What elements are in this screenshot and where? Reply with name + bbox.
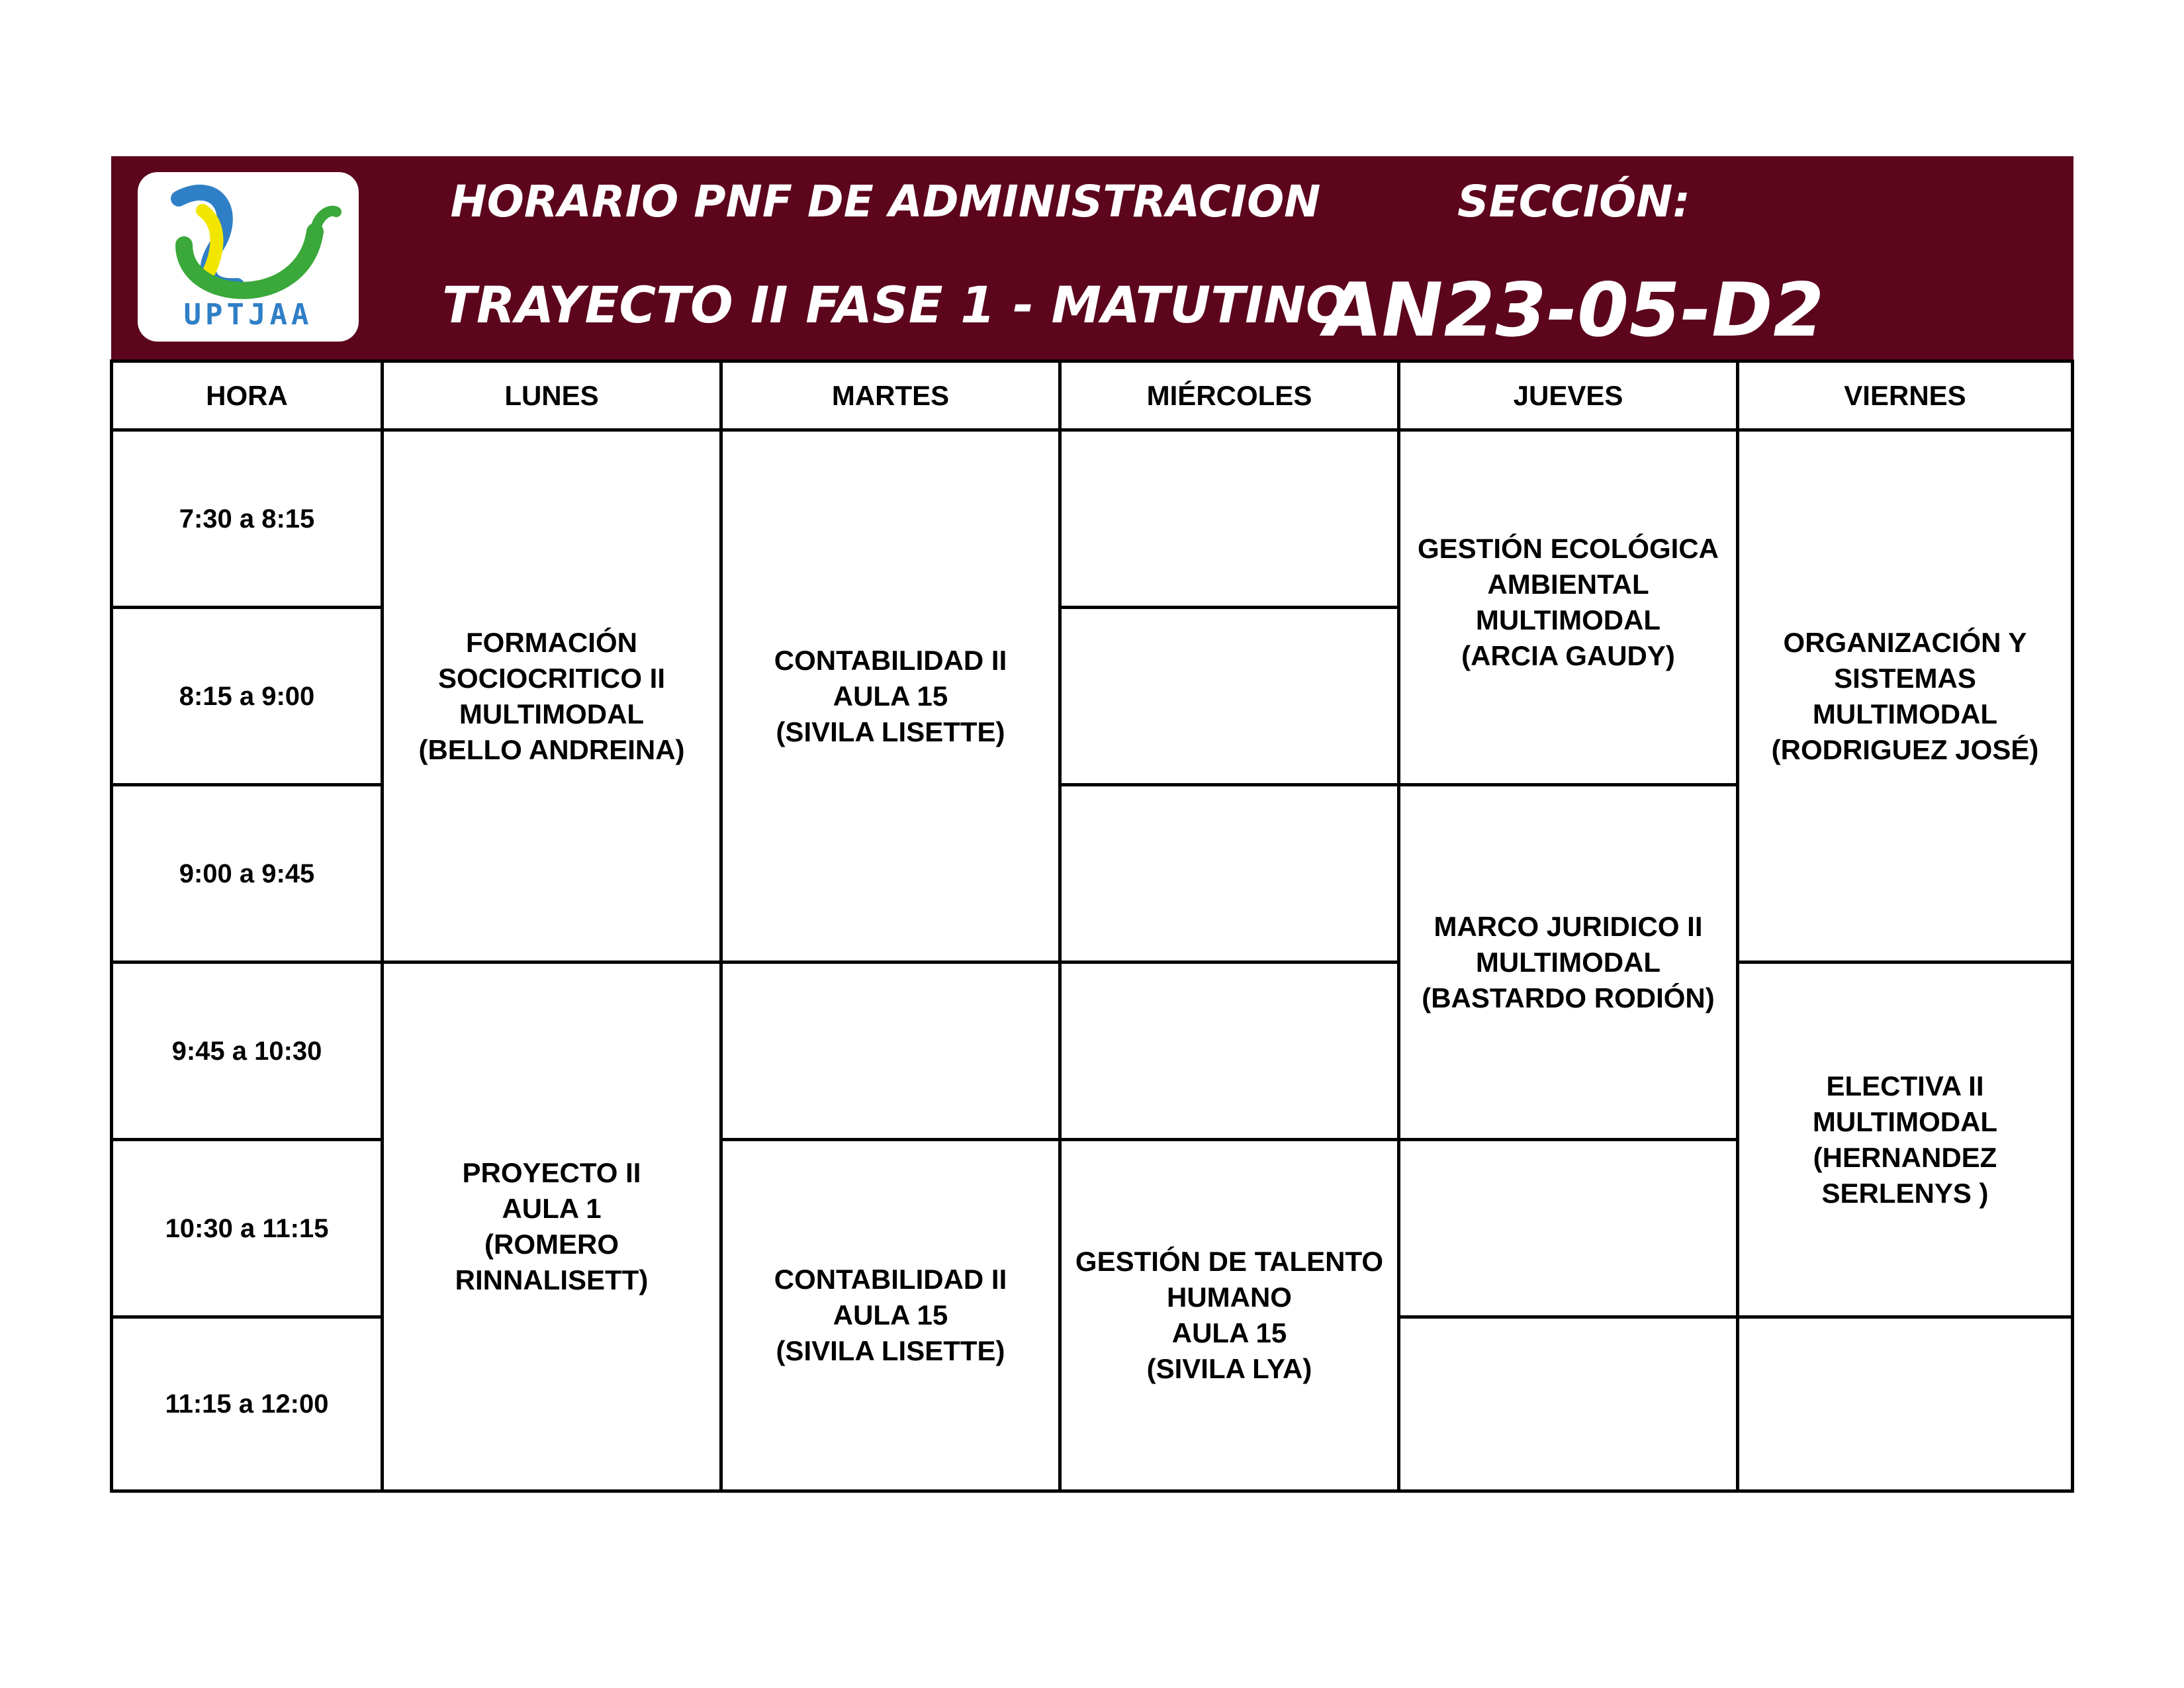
class-line: GESTIÓN ECOLÓGICA (1417, 533, 1719, 564)
column-header-viernes: VIERNES (1739, 363, 2071, 432)
empty-slot (1062, 609, 1400, 786)
schedule-table (110, 359, 2074, 1493)
class-line: PROYECTO II (462, 1157, 641, 1188)
class-block-martes-2 (723, 1141, 1062, 1489)
class-block-jueves-2 (1400, 786, 1739, 1141)
class-line: MULTIMODAL (1475, 946, 1661, 978)
schedule-subtitle: TRAYECTO II FASE 1 - MATUTINO (442, 275, 1349, 334)
time-slot: 8:15 a 9:00 (113, 609, 384, 786)
time-slot: 9:45 a 10:30 (113, 964, 384, 1141)
class-line: MULTIMODAL (459, 698, 645, 729)
empty-slot (1062, 432, 1400, 609)
class-block-miercoles-1 (1062, 1141, 1400, 1489)
class-line: SERLENYS ) (1821, 1177, 1989, 1209)
class-block-viernes-2 (1739, 964, 2071, 1319)
column-header-martes: MARTES (723, 363, 1062, 432)
class-line: MULTIMODAL (1812, 1105, 1998, 1137)
class-block-viernes-1 (1739, 432, 2071, 964)
class-line: ELECTIVA II (1826, 1070, 1984, 1102)
class-line: AULA 15 (1171, 1317, 1287, 1348)
uptjaa-logo (138, 172, 359, 342)
class-line: RINNALISETT) (455, 1264, 649, 1295)
time-slot: 10:30 a 11:15 (113, 1141, 384, 1319)
section-label: SECCIÓN: (1457, 176, 1690, 227)
class-block-lunes-1 (384, 432, 723, 964)
class-line: (SIVILA LISETTE) (776, 716, 1005, 747)
class-line: MULTIMODAL (1475, 604, 1661, 635)
class-line: MARCO JURIDICO II (1433, 910, 1703, 942)
column-header-hora: HORA (113, 363, 384, 432)
class-line: (SIVILA LISETTE) (776, 1335, 1005, 1366)
class-line: AULA 15 (833, 680, 948, 712)
class-line: (BELLO ANDREINA) (418, 733, 685, 765)
class-line: (RODRIGUEZ JOSÉ) (1771, 733, 2039, 765)
class-line: AULA 15 (833, 1299, 948, 1331)
time-slot: 9:00 a 9:45 (113, 786, 384, 964)
class-line: (ARCIA GAUDY) (1461, 640, 1675, 671)
empty-slot (1400, 1319, 1739, 1489)
class-line: CONTABILIDAD II (774, 644, 1007, 676)
class-line: SOCIOCRITICO II (437, 662, 665, 694)
column-header-lunes: LUNES (384, 363, 723, 432)
class-line: GESTIÓN DE TALENTO (1075, 1246, 1384, 1277)
time-slot: 7:30 a 8:15 (113, 432, 384, 609)
column-header-jueves: JUEVES (1400, 363, 1739, 432)
class-line: MULTIMODAL (1812, 698, 1998, 729)
empty-slot (1062, 786, 1400, 964)
class-line: SISTEMAS (1834, 662, 1976, 694)
empty-slot (1739, 1319, 2071, 1489)
class-line: FORMACIÓN (466, 626, 637, 658)
header-band (111, 156, 2073, 360)
class-line: (ROMERO (484, 1229, 619, 1260)
class-line: HUMANO (1167, 1282, 1292, 1313)
class-block-jueves-1 (1400, 432, 1739, 786)
class-line: ORGANIZACIÓN Y (1783, 626, 2027, 658)
class-line: (SIVILA LYA) (1146, 1353, 1312, 1384)
schedule-title: HORARIO PNF DE ADMINISTRACION (450, 176, 1321, 227)
section-code: AN23-05-D2 (1316, 267, 1832, 353)
class-line: CONTABILIDAD II (774, 1264, 1007, 1295)
empty-slot (1400, 1141, 1739, 1319)
class-line: AMBIENTAL (1487, 569, 1649, 600)
time-slot: 11:15 a 12:00 (113, 1319, 384, 1489)
class-block-martes-1 (723, 432, 1062, 964)
class-line: (HERNANDEZ (1813, 1141, 1997, 1173)
class-block-lunes-2 (384, 964, 723, 1489)
column-header-miercoles: MIÉRCOLES (1062, 363, 1400, 432)
empty-slot (723, 964, 1062, 1141)
class-line: AULA 1 (502, 1193, 602, 1224)
class-line: (BASTARDO RODIÓN) (1422, 982, 1715, 1013)
logo-text: UPTJAA (183, 298, 313, 332)
empty-slot (1062, 964, 1400, 1141)
